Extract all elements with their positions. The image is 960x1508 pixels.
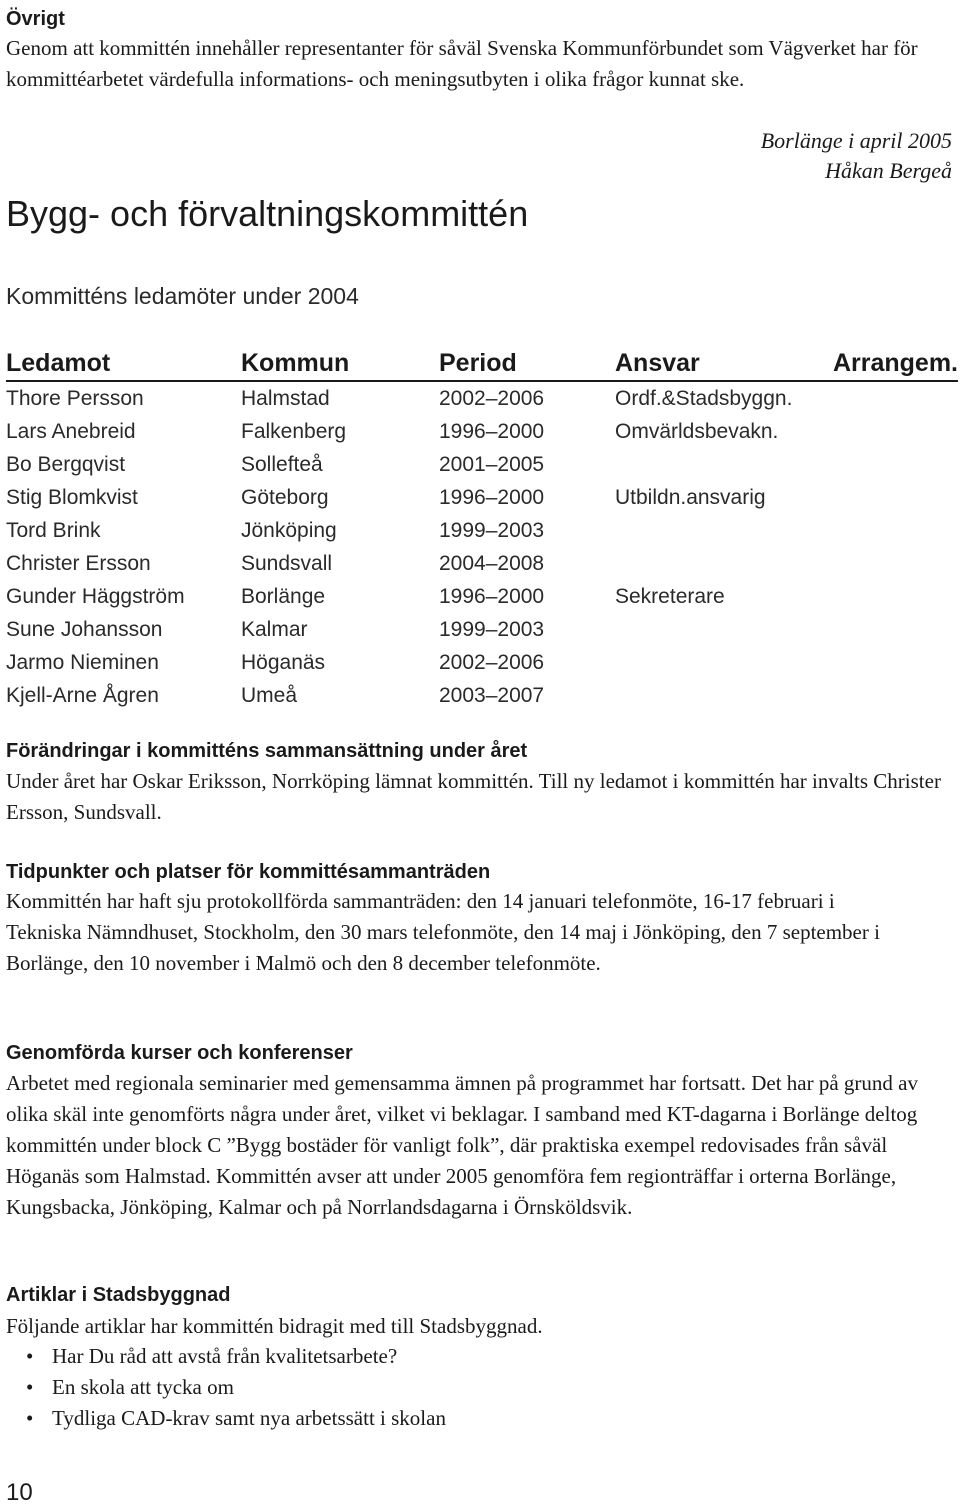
committee-title: Bygg- och förvaltningskommittén xyxy=(6,193,529,234)
bullet-icon: • xyxy=(26,1406,34,1430)
bullet-icon: • xyxy=(26,1375,34,1399)
section-heading-articles: Artiklar i Stadsbyggnad xyxy=(6,1284,231,1306)
member-period: 2001–2005 xyxy=(439,452,545,476)
member-arrangem xyxy=(825,514,958,547)
table-row xyxy=(6,646,958,679)
article-title: Tydliga CAD-krav samt nya arbetssätt i skolan xyxy=(52,1406,446,1430)
table-row xyxy=(6,613,958,646)
table-row xyxy=(6,448,958,481)
member-name: Tord Brink xyxy=(6,518,101,542)
member-arrangem xyxy=(825,679,958,712)
member-kommun: Sollefteå xyxy=(241,452,323,476)
member-period: 1999–2003 xyxy=(439,617,545,641)
column-header-kommun: Kommun xyxy=(241,342,439,381)
section-heading-changes: Förändringar i kommitténs sammansättning under året xyxy=(6,740,528,762)
list-item xyxy=(6,1372,446,1403)
member-name: Jarmo Nieminen xyxy=(6,650,159,674)
column-header-ledamot: Ledamot xyxy=(6,342,241,381)
section-heading-ovrigt: Övrigt xyxy=(6,8,65,30)
table-row xyxy=(6,415,958,448)
table-row xyxy=(6,514,958,547)
member-arrangem xyxy=(825,547,958,580)
member-kommun: Falkenberg xyxy=(241,419,347,443)
member-ansvar xyxy=(615,646,825,679)
section-text-meetings: Kommittén har haft sju protokollförda sammanträden: den 14 januari telefonmöte, 16-17 februari i Tekniska Nämndhuset, Stockholm, den 30 mars telefonmöte, den 14 maj i Jönköping, den 7 september i Borlänge, den 10 november i Malmö och den 8 december telefonmöte. xyxy=(6,889,880,975)
column-header-ansvar: Ansvar xyxy=(615,342,825,381)
member-period: 2002–2006 xyxy=(439,386,545,410)
section-heading-courses: Genomförda kurser och konferenser xyxy=(6,1042,353,1064)
section-text-changes: Under året har Oskar Eriksson, Norrköping lämnat kommittén. Till ny ledamot i kommittén har invalts Christer Ersson, Sundsvall. xyxy=(6,769,941,824)
member-arrangem xyxy=(825,448,958,481)
member-arrangem xyxy=(825,415,958,448)
article-title: Har Du råd att avstå från kvalitetsarbete? xyxy=(52,1344,398,1368)
table-row xyxy=(6,481,958,514)
member-arrangem xyxy=(825,381,958,415)
section-text-ovrigt: Genom att kommittén innehåller representanter för såväl Svenska Kommunförbundet som Vägverket har för kommittéarbetet värdefulla informations- och meningsutbyten i olika frågor kunnat ske. xyxy=(6,36,918,91)
member-arrangem xyxy=(825,613,958,646)
member-period: 2004–2008 xyxy=(439,551,545,575)
page-number: 10 xyxy=(6,1479,33,1506)
column-header-period: Period xyxy=(439,342,615,381)
section-text-courses: Arbetet med regionala seminarier med gemensamma ämnen på programmet har fortsatt. Det har på grund av olika skäl inte genomförts några under året, vilket vi beklagar. I samband med KT-dagarna i Borlänge deltog kommittén under block C ”Bygg bostäder för vanligt folk”, där praktiska exempel redovisades från såväl Höganäs som Halmstad. Kommittén avser att under 2005 genomföra fem regionträffar i orterna Borlänge, Kungsbacka, Jönköping, Kalmar och på Norrlandsdagarna i Örnsköldsvik. xyxy=(6,1071,918,1219)
member-ansvar xyxy=(615,547,825,580)
member-arrangem xyxy=(825,580,958,613)
signature-place-date: Borlänge i april 2005 xyxy=(760,128,952,153)
member-ansvar: Sekreterare xyxy=(615,584,725,608)
members-table xyxy=(6,342,958,712)
member-name: Kjell-Arne Ågren xyxy=(6,683,159,707)
table-row xyxy=(6,547,958,580)
member-ansvar xyxy=(615,448,825,481)
member-kommun: Umeå xyxy=(241,683,298,707)
member-kommun: Göteborg xyxy=(241,485,329,509)
member-ansvar: Omvärldsbevakn. xyxy=(615,419,779,443)
table-row xyxy=(6,381,958,415)
member-period: 1999–2003 xyxy=(439,518,545,542)
member-name: Thore Persson xyxy=(6,386,144,410)
member-name: Stig Blomkvist xyxy=(6,485,138,509)
member-period: 2003–2007 xyxy=(439,683,545,707)
member-ansvar: Utbildn.ansvarig xyxy=(615,485,766,509)
table-row xyxy=(6,679,958,712)
article-title: En skola att tycka om xyxy=(52,1375,234,1399)
member-ansvar xyxy=(615,514,825,547)
member-period: 2002–2006 xyxy=(439,650,545,674)
member-name: Lars Anebreid xyxy=(6,419,136,443)
member-name: Christer Ersson xyxy=(6,551,151,575)
member-kommun: Borlänge xyxy=(241,584,326,608)
bullet-icon: • xyxy=(26,1344,34,1368)
member-period: 1996–2000 xyxy=(439,419,545,443)
member-kommun: Sundsvall xyxy=(241,551,333,575)
table-row xyxy=(6,580,958,613)
member-name: Sune Johansson xyxy=(6,617,163,641)
member-name: Gunder Häggström xyxy=(6,584,185,608)
list-item xyxy=(6,1341,446,1372)
member-kommun: Kalmar xyxy=(241,617,308,641)
section-heading-meetings: Tidpunkter och platser för kommittésammanträden xyxy=(6,861,491,883)
list-item xyxy=(6,1403,446,1434)
section-text-articles: Följande artiklar har kommittén bidragit med till Stadsbyggnad. xyxy=(6,1314,543,1338)
member-kommun: Halmstad xyxy=(241,386,330,410)
table-header-row xyxy=(6,342,958,381)
column-header-arrangem: Arrangem. xyxy=(825,342,958,381)
articles-list xyxy=(6,1341,446,1434)
member-name: Bo Bergqvist xyxy=(6,452,126,476)
signature-name: Håkan Bergeå xyxy=(825,158,952,183)
member-period: 1996–2000 xyxy=(439,584,545,608)
member-ansvar: Ordf.&Stadsbyggn. xyxy=(615,386,793,410)
members-subtitle: Kommitténs ledamöter under 2004 xyxy=(6,283,359,309)
member-ansvar xyxy=(615,613,825,646)
member-arrangem xyxy=(825,481,958,514)
member-arrangem xyxy=(825,646,958,679)
member-period: 1996–2000 xyxy=(439,485,545,509)
member-kommun: Jönköping xyxy=(241,518,337,542)
member-kommun: Höganäs xyxy=(241,650,326,674)
member-ansvar xyxy=(615,679,825,712)
